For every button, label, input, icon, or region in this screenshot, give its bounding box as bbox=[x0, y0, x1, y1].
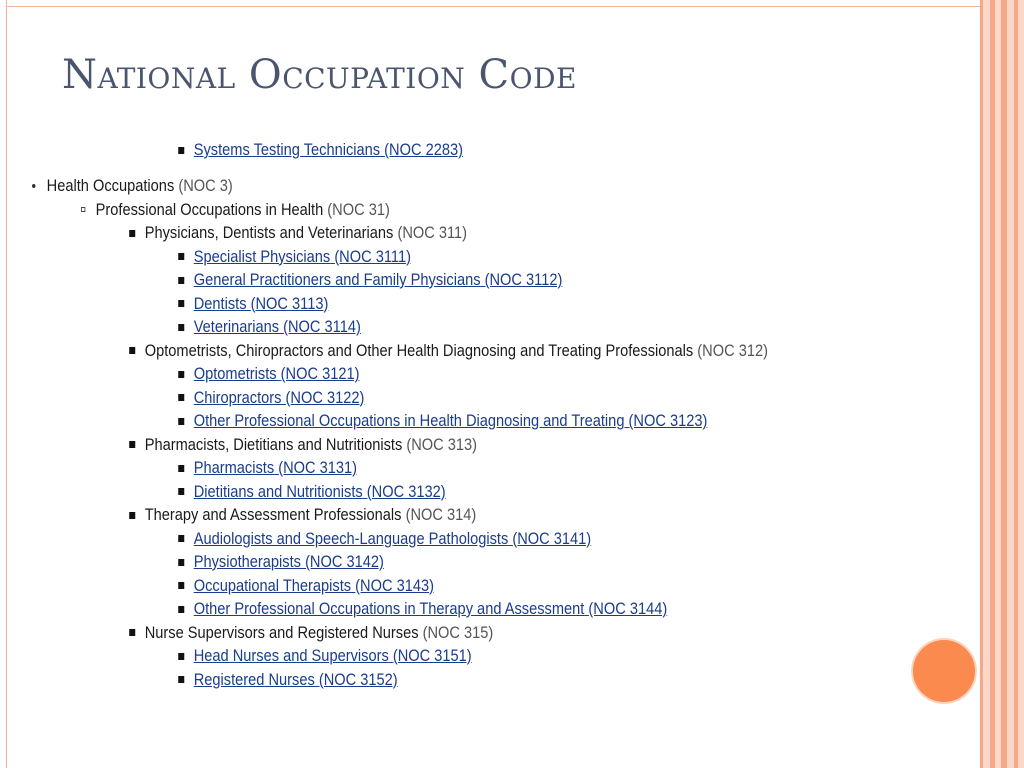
list-item[interactable] bbox=[20, 550, 777, 574]
square-bullet-icon bbox=[178, 300, 184, 307]
square-bullet-icon bbox=[178, 371, 184, 378]
occupation-link[interactable]: Specialist Physicians (NOC 3111) bbox=[193, 246, 411, 266]
square-bullet-icon bbox=[178, 324, 184, 331]
square-bullet-icon bbox=[129, 347, 135, 354]
square-bullet-icon bbox=[178, 147, 184, 154]
dot-bullet-icon bbox=[32, 184, 35, 188]
stripe-4 bbox=[1014, 0, 1018, 768]
square-bullet-icon bbox=[129, 441, 135, 448]
square-bullet-icon bbox=[178, 606, 184, 613]
occupation-link[interactable]: Veterinarians (NOC 3114) bbox=[193, 317, 361, 336]
slide-frame-top bbox=[6, 6, 982, 7]
occupation-link[interactable]: Chiropractors (NOC 3122) bbox=[193, 387, 365, 407]
category-pharmacists: Pharmacists, Dietitians and Nutritionists (NOC 313) bbox=[20, 433, 777, 457]
tree-group-professional-health: Professional Occupations in Health (NOC 31) bbox=[20, 198, 777, 222]
category-optometrists: Optometrists, Chiropractors and Other Health Diagnosing and Treating Professionals (NOC 312) bbox=[20, 339, 777, 363]
square-bullet-icon bbox=[178, 582, 184, 589]
square-bullet-icon bbox=[129, 230, 135, 237]
category-nurses: Nurse Supervisors and Registered Nurses (NOC 315) bbox=[20, 621, 777, 645]
decorative-stripes bbox=[980, 0, 1024, 768]
category-physicians: Physicians, Dentists and Veterinarians (NOC 311) bbox=[20, 221, 777, 245]
list-item[interactable] bbox=[20, 597, 777, 621]
square-bullet-icon bbox=[178, 653, 184, 660]
occupation-link[interactable]: General Practitioners and Family Physicians (NOC 3112) bbox=[193, 270, 563, 289]
noc-tree bbox=[20, 140, 900, 691]
occupation-link[interactable]: Dietitians and Nutritionists (NOC 3132) bbox=[193, 481, 446, 501]
occupation-link[interactable]: Other Professional Occupations in Health Diagnosing and Treating (NOC 3123) bbox=[193, 411, 708, 430]
slide-frame-left bbox=[6, 0, 7, 768]
list-item[interactable] bbox=[20, 386, 777, 410]
square-bullet-icon bbox=[178, 418, 184, 425]
list-item[interactable] bbox=[20, 668, 777, 692]
square-bullet-icon bbox=[129, 512, 135, 519]
square-bullet-icon bbox=[178, 488, 184, 495]
list-item[interactable] bbox=[20, 245, 777, 269]
occupation-link[interactable]: Registered Nurses (NOC 3152) bbox=[193, 669, 398, 689]
square-bullet-icon bbox=[129, 629, 135, 636]
occupation-link[interactable]: Occupational Therapists (NOC 3143) bbox=[193, 575, 434, 595]
square-bullet-icon bbox=[178, 535, 184, 542]
occupation-link[interactable]: Systems Testing Technicians (NOC 2283) bbox=[193, 140, 463, 159]
occupation-link[interactable]: Physiotherapists (NOC 3142) bbox=[193, 552, 384, 571]
square-bullet-icon bbox=[178, 394, 184, 401]
list-item[interactable] bbox=[20, 292, 777, 316]
occupation-link[interactable]: Head Nurses and Supervisors (NOC 3151) bbox=[193, 646, 472, 665]
list-item[interactable] bbox=[20, 409, 777, 433]
stripe-1 bbox=[980, 0, 983, 768]
tree-root-health-occupations: Health Occupations (NOC 3) bbox=[20, 174, 777, 198]
occupation-link[interactable]: Optometrists (NOC 3121) bbox=[193, 364, 360, 383]
stripe-2 bbox=[990, 0, 995, 768]
list-item[interactable] bbox=[20, 138, 951, 162]
stripe-3 bbox=[1001, 0, 1007, 768]
occupation-link[interactable]: Audiologists and Speech-Language Pathologists (NOC 3141) bbox=[193, 528, 592, 548]
list-item[interactable] bbox=[20, 362, 777, 386]
list-item[interactable] bbox=[20, 644, 777, 668]
ring-bullet-icon bbox=[81, 207, 85, 212]
slide-title: National Occupation Code bbox=[62, 52, 577, 98]
occupation-link[interactable]: Pharmacists (NOC 3131) bbox=[193, 458, 358, 477]
square-bullet-icon bbox=[178, 676, 184, 683]
occupation-link[interactable]: Dentists (NOC 3113) bbox=[193, 293, 329, 313]
list-item[interactable] bbox=[20, 574, 777, 598]
list-item[interactable] bbox=[20, 315, 777, 339]
list-item[interactable] bbox=[20, 480, 777, 504]
list-item[interactable] bbox=[20, 268, 777, 292]
list-item[interactable] bbox=[20, 527, 777, 551]
list-item[interactable] bbox=[20, 456, 777, 480]
square-bullet-icon bbox=[178, 559, 184, 566]
occupation-link[interactable]: Other Professional Occupations in Therapy and Assessment (NOC 3144) bbox=[193, 599, 668, 618]
noc-tree-screenshot bbox=[20, 140, 900, 710]
square-bullet-icon bbox=[178, 253, 184, 260]
orange-accent-circle bbox=[913, 640, 975, 702]
square-bullet-icon bbox=[178, 277, 184, 284]
square-bullet-icon bbox=[178, 465, 184, 472]
category-therapy: Therapy and Assessment Professionals (NOC 314) bbox=[20, 503, 777, 527]
